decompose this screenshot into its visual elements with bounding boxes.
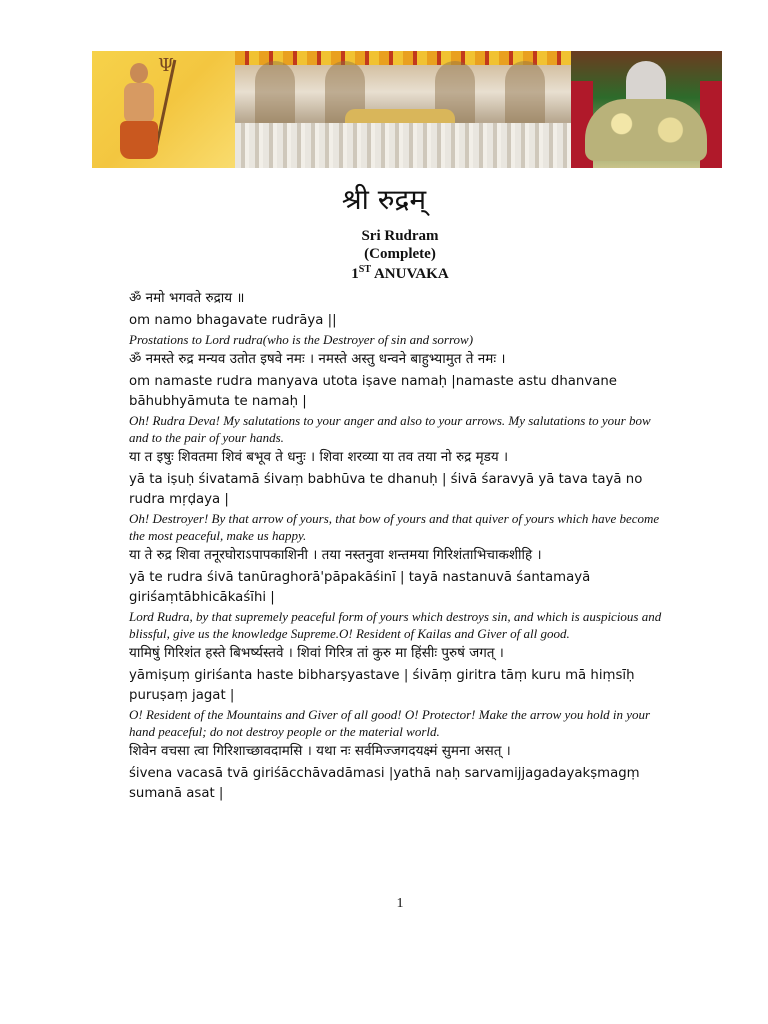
verse (129, 545, 669, 643)
verse-translation: Oh! Destroyer! By that arrow of yours, that bow of yours and that quiver of yours which have become the most peaceful, make us happy. (129, 510, 660, 543)
verse (129, 643, 669, 741)
title-sanskrit: श्री रुद्रम् (341, 183, 427, 216)
verse-sanskrit: या त इषुः शिवतमा शिवं बभूव ते धनुः । शिवा शरव्या या तव तया नो रुद्र मृडय । (129, 448, 509, 465)
verse-sanskrit: या ते रुद्र शिवा तनूरघोराऽपापकाशिनी । तया नस्तनुवा शन्तमया गिरिशंताभिचाकशीहि । (129, 546, 542, 563)
lingam-image (571, 51, 722, 168)
verse-translation: Oh! Rudra Deva! My salutations to your anger and also to your arrows. My salutations to your bow and to the pair of your hands. (129, 412, 651, 445)
verse (129, 741, 669, 804)
verse-sanskrit: यामिषुं गिरिशंत हस्ते बिभर्ष्यस्तवे । शिवां गिरित्र तां कुरु मा हिंसीः पुरुषं जगत् । (129, 644, 504, 661)
title-english: Sri Rudram (361, 228, 439, 244)
verse-translation: Prostations to Lord rudra(who is the Destroyer of sin and sorrow) (129, 332, 474, 347)
temple-hall-image (235, 51, 571, 168)
figure-head (130, 63, 148, 83)
hall-arch (255, 61, 295, 131)
verse-list (129, 288, 669, 804)
verse-transliteration: yā ta iṣuḥ śivatamā śivaṃ babhūva te dhanuḥ | śivā śaravyā yā tava tayā no rudra mṛḍaya | (129, 471, 643, 507)
verse-transliteration: śivena vacasā tvā giriśācchāvadāmasi |yathā naḥ sarvamijjagadayakṣmagṃ sumanā asat | (129, 765, 640, 801)
verse-transliteration: yā te rudra śivā tanūraghorā'pāpakāśinī | tayā nastanuvā śantamayā giriśaṃtābhicākaśīhi | (129, 569, 591, 605)
verse-translation: Lord Rudra, by that supremely peaceful form of yours which destroys sin, and which is auspicious and blissful, give us the knowledge Supreme.O! Resident of Kailas and Giver of all good. (129, 608, 662, 641)
header-banner (92, 51, 722, 168)
verse-sanskrit: ॐ नमो भगवते रुद्राय ॥ (129, 290, 245, 306)
shiva-image (92, 51, 235, 168)
figure-torso (124, 83, 154, 123)
flower-garlands (585, 99, 707, 161)
ordinal-suffix: ST (358, 264, 372, 275)
subtitle: (Complete) (364, 246, 436, 262)
verse (129, 288, 669, 349)
verse-sanskrit: ॐ नमस्ते रुद्र मन्यव उतोत इषवे नमः । नमस्ते अस्तु धन्वने बाहुभ्यामुत ते नमः । (129, 350, 506, 367)
crowd (235, 123, 571, 168)
verse-transliteration: yāmiṣuṃ giriśanta haste bibharṣyastave | śivāṃ giritra tāṃ kuru mā hiṃsīḥ puruṣaṃ jagat | (129, 667, 635, 703)
verse-transliteration: om namo bhagavate rudrāya || (129, 313, 337, 328)
verse (129, 349, 669, 447)
figure-cloth (120, 121, 158, 159)
verse-translation: O! Resident of the Mountains and Giver of all good! O! Protector! Make the arrow you hold in your hand peaceful; do not destroy people or the material world. (129, 706, 651, 739)
hall-arch (505, 61, 545, 131)
verse-sanskrit: शिवेन वचसा त्वा गिरिशाच्छावदामसि । यथा नः सर्वमिज्जगदयक्ष्मं सुमना असत् । (129, 742, 511, 759)
section-heading (0, 264, 768, 283)
verse (129, 447, 669, 545)
verse-transliteration: om namaste rudra manyava utota iṣave namaḥ |namaste astu dhanvane bāhubhyāmuta te namaḥ | (129, 373, 617, 409)
page-number: 1 (396, 896, 404, 911)
section-heading-text: 1ST ANUVAKA (351, 264, 449, 282)
trident-icon: Ψ (158, 55, 174, 76)
